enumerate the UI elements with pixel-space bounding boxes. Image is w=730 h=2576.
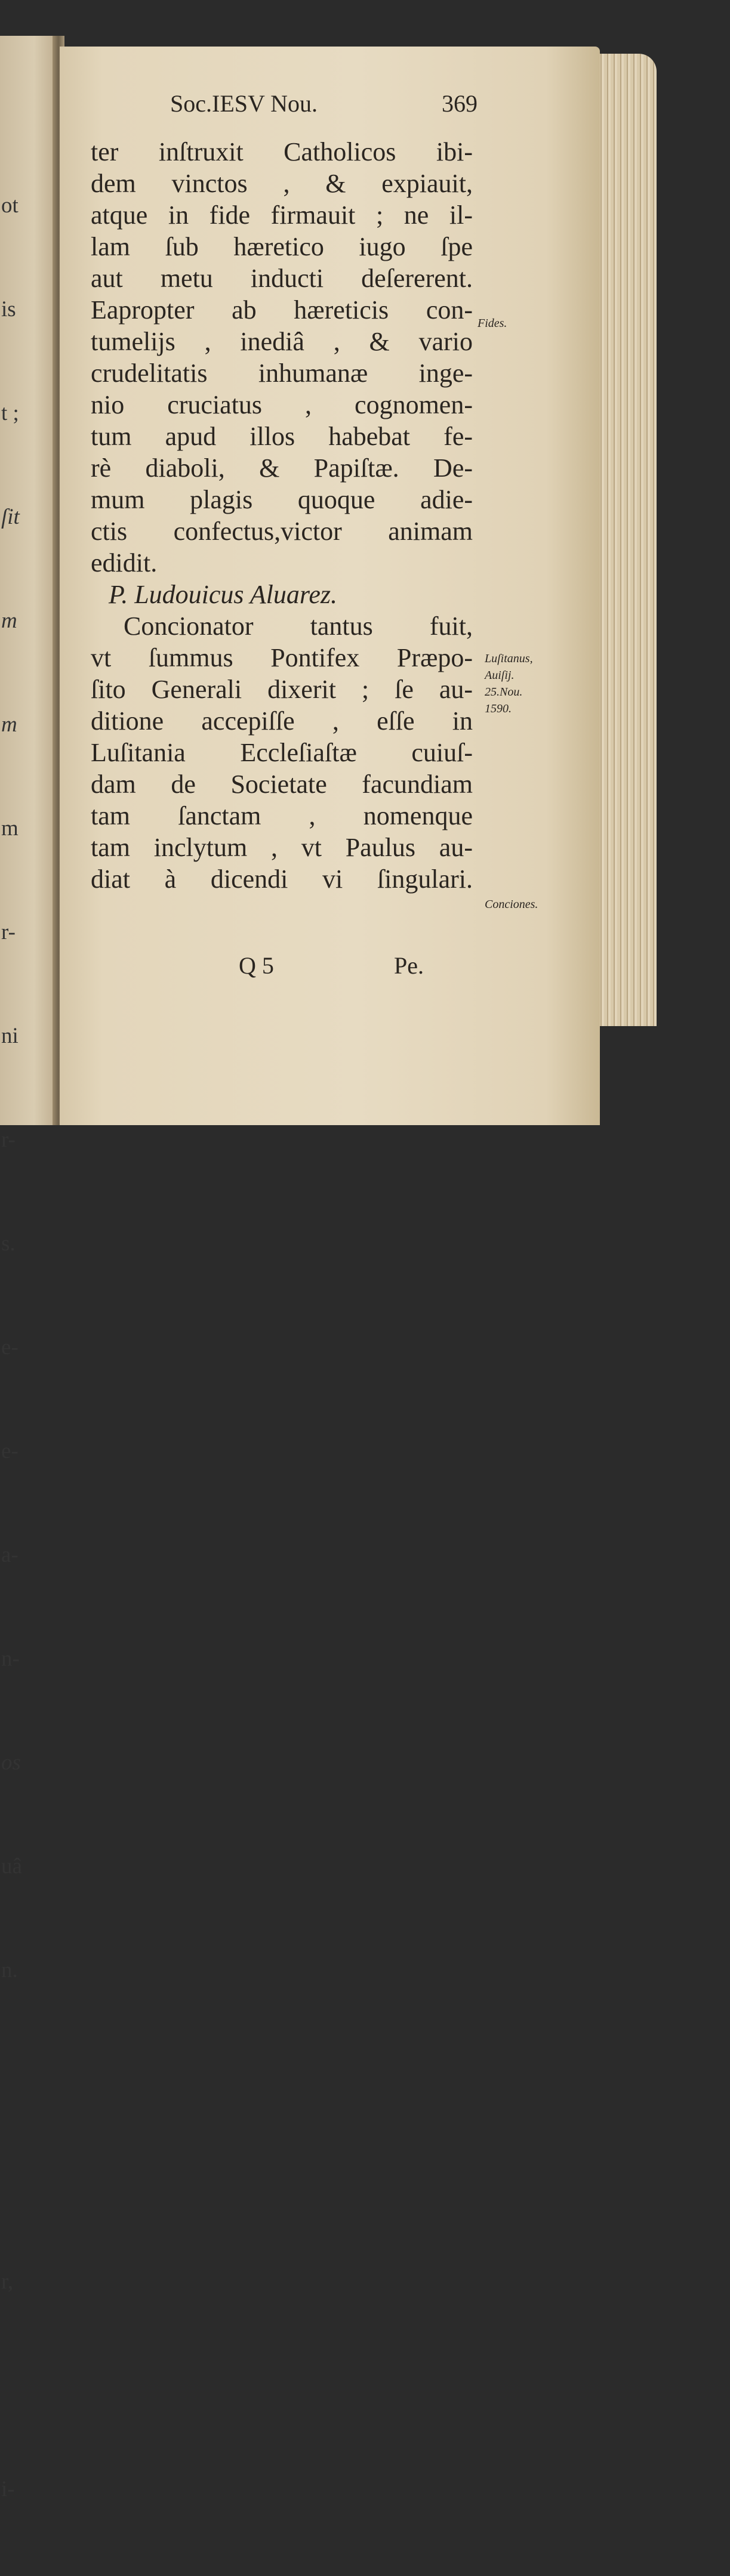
text-line: mum plagis quoque adie- [91, 485, 473, 514]
left-fragment: os [1, 1750, 21, 1775]
text-line: edidit. [91, 548, 158, 577]
catchword: Pe. [394, 952, 424, 979]
page-header [107, 89, 478, 121]
text-line: ſito Generali dixerit ; ſe au- [91, 675, 473, 704]
left-fragment: m [1, 712, 17, 737]
margin-note-text: Conciones. [485, 898, 538, 911]
text-line: ditione accepiſſe , eſſe in [91, 706, 473, 736]
margin-note-text: Luſitanus, [485, 652, 533, 665]
margin-note-text: Fides. [478, 317, 507, 330]
margin-note-conciones [485, 896, 538, 913]
text-line: atque in fide firmauit ; ne il- [91, 200, 473, 230]
left-page [0, 36, 57, 2501]
left-fragment: m [1, 609, 17, 633]
text-line: Concionator tantus fuit, [124, 611, 473, 641]
section-heading: P. Ludouicus Aluarez. [109, 580, 338, 609]
left-fragment [1, 2368, 49, 2403]
margin-note-lusitanus [485, 650, 533, 717]
margin-note-text: 1590. [485, 702, 512, 715]
text-line: Eapropter ab hæreticis con- [91, 295, 473, 325]
text-line: tam ſanctam , nomenque [91, 801, 473, 830]
left-fragment: r- [1, 1128, 16, 1152]
text-line: crudelitatis inhumanæ inge- [91, 359, 473, 388]
left-fragment: e- [1, 1335, 19, 1360]
left-fragment: m [1, 816, 19, 841]
left-fragment: t ; [1, 401, 19, 425]
left-fragment: r- [1, 920, 16, 944]
text-line: rè diaboli, & Papiſtæ. De- [91, 453, 473, 483]
left-fragment: ni [1, 1024, 19, 1048]
page-edges [591, 54, 657, 1026]
left-fragment: r, [1, 2269, 14, 2294]
left-fragment: is [1, 297, 16, 322]
text-line: dem vinctos , & expiauit, [91, 169, 473, 198]
left-fragment [1, 2057, 49, 2092]
signature-mark: Q 5 [239, 952, 274, 979]
left-fragment: a- [1, 1543, 19, 1567]
left-fragment: i- [1, 2477, 15, 2501]
text-line: ctis confectus,victor animam [91, 517, 473, 546]
body-text [91, 136, 473, 895]
text-line: aut metu inducti deſererent. [91, 264, 473, 293]
text-line: tumelijs , inediâ , & vario [91, 327, 473, 356]
text-line: nio cruciatus , cognomen- [91, 390, 473, 419]
text-line: dam de Societate facundiam [91, 770, 473, 799]
left-fragment: ſit [1, 505, 20, 529]
text-line: Luſitania Eccleſiaſtæ cuiuſ- [91, 738, 473, 767]
text-line: diat à dicendi vi ſingulari. [91, 864, 473, 894]
text-line: vt ſummus Pontifex Præpo- [91, 643, 473, 672]
left-page-fragments [1, 119, 49, 2576]
text-line: lam ſub hæretico iugo ſpe [91, 232, 473, 261]
left-fragment: uâ [1, 1854, 22, 1879]
page-number: 369 [442, 90, 478, 117]
text-line: tam inclytum , vt Paulus au- [91, 833, 473, 862]
left-fragment [1, 2161, 49, 2195]
margin-note-text: Auiſij. [485, 669, 515, 682]
margin-note-fides [478, 315, 507, 332]
left-fragment: ot [1, 193, 19, 218]
left-fragment: n. [1, 1958, 18, 1982]
text-line: ter inſtruxit Catholicos ibi- [91, 137, 473, 166]
left-fragment: s. [1, 1231, 16, 1256]
running-title: Soc.IESV Nou. [170, 90, 318, 117]
text-line: tum apud illos habebat fe- [91, 422, 473, 451]
left-fragment: n- [1, 1647, 20, 1671]
margin-note-text: 25.Nou. [485, 685, 523, 699]
left-fragment: e- [1, 1439, 19, 1463]
